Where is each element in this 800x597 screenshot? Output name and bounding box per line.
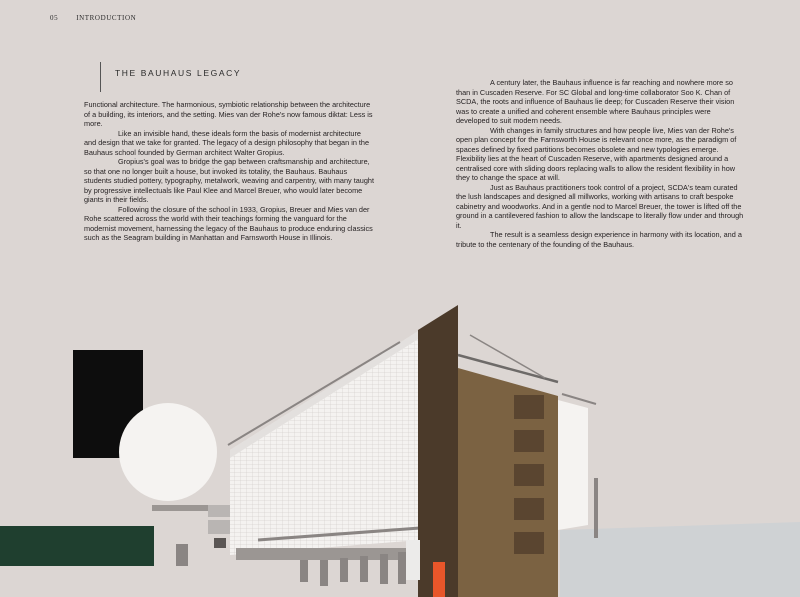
- stilt: [380, 554, 388, 584]
- left-column: [84, 100, 374, 243]
- paragraph: Gropius's goal was to bridge the gap between craftsmanship and architecture, so that one no longer built a house, but invoked its totality, the Bauhaus. Bauhaus students studied pottery, typography, metalwork, weaving and carpentry, with many taught by progressive intellectuals like Paul Klee and Marcel Breuer, who would later become giants in their fields.: [84, 157, 375, 204]
- column-block: [176, 544, 188, 566]
- building-illustration: [0, 300, 800, 597]
- stilt: [320, 560, 328, 586]
- tower-window: [514, 464, 544, 486]
- thin-column: [594, 478, 598, 538]
- podium-block: [214, 538, 226, 548]
- stilt: [340, 558, 348, 582]
- dark-brown-slab: [418, 305, 458, 597]
- section-label: INTRODUCTION: [76, 14, 137, 22]
- tower-window: [514, 395, 544, 419]
- grid-facade: [230, 330, 420, 555]
- article-title: THE BAUHAUS LEGACY: [100, 62, 241, 92]
- paragraph: Just as Bauhaus practitioners took control of a project, SCDA's team curated the lush landscapes and designed all millworks, working with artisans to craft bespoke cabinetry and woodworks. And in a gentle nod to Marcel Breuer, the tower is lifted off the ground in a cantilevered fashion to allow the landscape to literally flow under and through it.: [456, 182, 744, 230]
- tower-window: [514, 430, 544, 452]
- white-circle: [119, 403, 217, 501]
- page-header: [50, 14, 136, 22]
- pillar-white: [406, 540, 420, 580]
- orange-accent: [433, 562, 445, 597]
- tower-window: [514, 498, 544, 520]
- tower-window: [514, 532, 544, 554]
- paragraph: Functional architecture. The harmonious, symbiotic relationship between the architecture of a building, its interiors, and the setting. Mies van der Rohe's now famous diktat: Less is more.: [84, 100, 373, 128]
- podium-block: [208, 505, 232, 517]
- roof-line: [470, 335, 545, 378]
- base-beam: [236, 548, 420, 560]
- paragraph: Following the closure of the school in 1933, Gropius, Breuer and Mies van der Rohe scattered across the world with their teachings forming the vanguard for the modernist movement, harnessing the legacy of the Bauhaus to produce enduring classics such as the Seagram building in Manhattan and Farnsworth House in Illinois.: [84, 204, 373, 242]
- paragraph: A century later, the Bauhaus influence is far reaching and nowhere more so than in Cuscaden Reserve. For SC Global and long-time collaborator Soo K. Chan of SCDA, the roots and influence of Bauhaus lie deep; for Cuscaden Reserve their vision was to create a unified and coherent ensemble where Bauhaus principles were developed to suit modern needs.: [456, 78, 735, 125]
- stilt: [360, 556, 368, 582]
- white-panel: [558, 400, 588, 530]
- paragraph: The result is a seamless design experience in harmony with its location, and a tribute to the centenary of the founding of the Bauhaus.: [456, 230, 742, 249]
- paragraph: With changes in family structures and how people live, Mies van der Rohe's open plan concept for the Farnsworth House is relevant once more, as the paradigm of spaces defined by fixed partitions becomes obsolete and new typologies emerge. Flexibility lies at the heart of Cuscaden Reserve, with apartments designed around a centralised core with sliding doors replacing walls to allow the resident flexibility in how they to change the space at will.: [456, 125, 737, 182]
- podium-block: [208, 520, 232, 534]
- stilt: [300, 560, 308, 582]
- green-bar: [0, 526, 154, 566]
- paragraph: Like an invisible hand, these ideals form the basis of modernist architecture and design that we take for granted. The legacy of a design philosophy that began in the Bauhaus school founded by German architect Walter Gropius.: [84, 128, 370, 157]
- stilt: [398, 552, 406, 584]
- right-column: [456, 78, 746, 249]
- page-number: 05: [50, 14, 59, 22]
